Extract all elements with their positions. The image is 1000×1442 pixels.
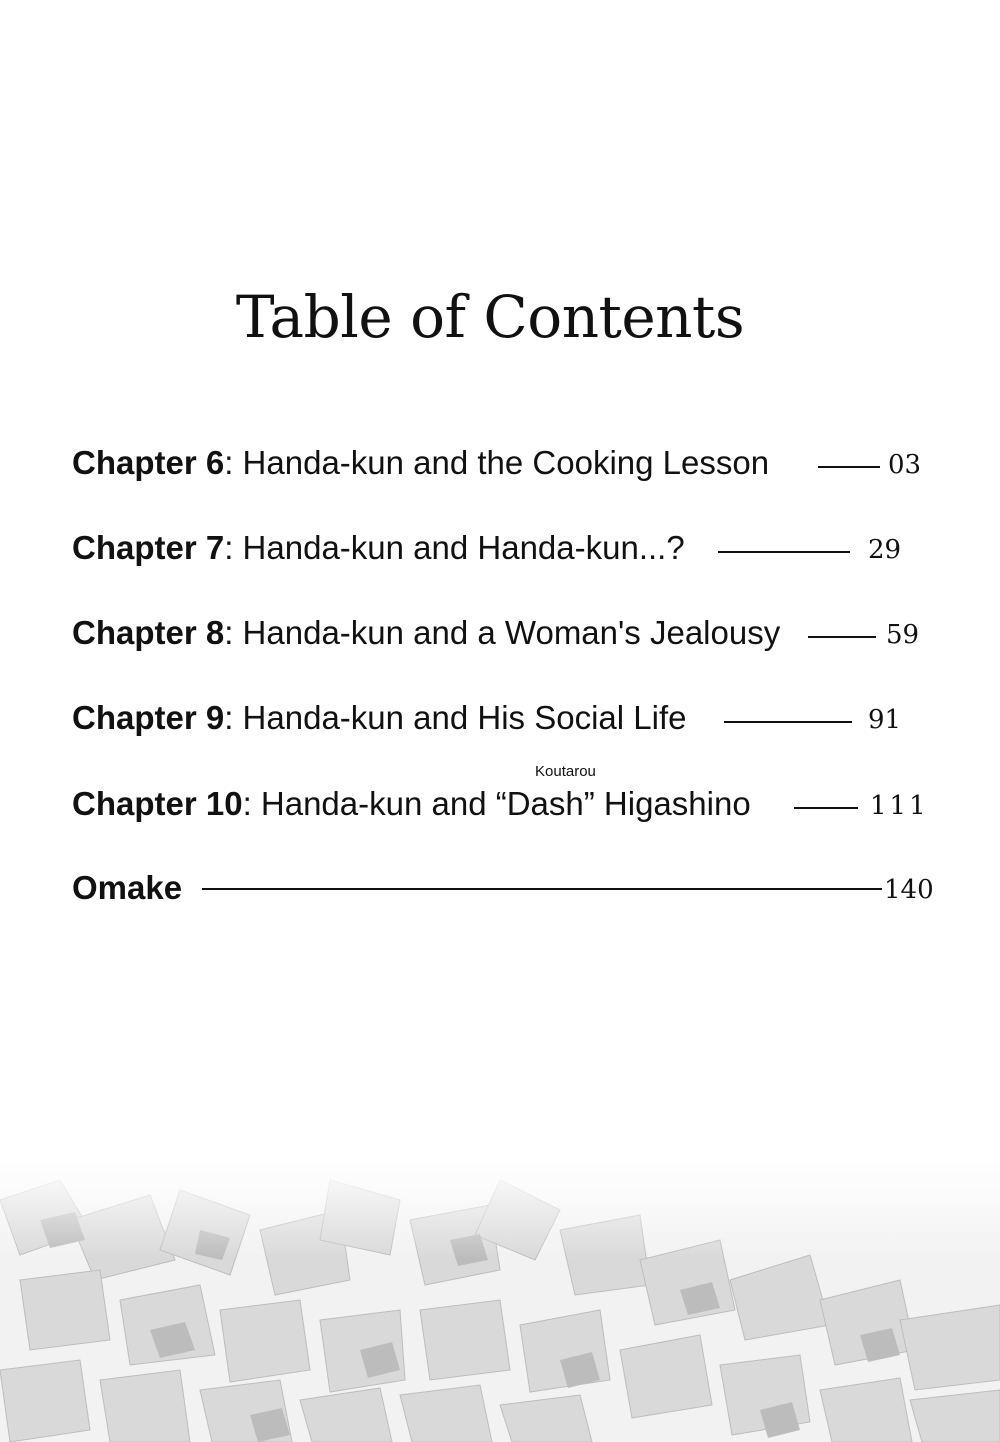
page-number: 03 [888, 450, 922, 480]
toc-entry-chapter-9 [72, 696, 940, 740]
toc-entry-chapter-6 [72, 441, 940, 485]
chapter-number: Chapter 10 [72, 785, 243, 822]
page-number: 111 [870, 791, 929, 821]
toc-entry-chapter-10 [72, 782, 940, 826]
chapter-name: : Handa-kun and a Woman's Jealousy [224, 614, 781, 651]
toc-entry-chapter-8 [72, 611, 940, 655]
toc-entry-chapter-7 [72, 526, 940, 570]
chapter-name: : Handa-kun and His Social Life [224, 699, 687, 736]
leader-line [718, 551, 850, 553]
chapter-name: : Handa-kun and Handa-kun...? [224, 529, 685, 566]
page-number: 140 [884, 875, 934, 905]
chapter-number: Chapter 8 [72, 614, 225, 651]
chapter-name: : Handa-kun and “Dash” Higashino [242, 785, 751, 822]
page-number: 91 [868, 705, 902, 735]
leader-line [794, 807, 858, 809]
scattered-papers-decoration [0, 1160, 1000, 1442]
page-number: 29 [868, 535, 902, 565]
leader-line [808, 636, 876, 638]
leader-line [724, 721, 852, 723]
page-title: Table of Contents [235, 283, 745, 351]
chapter-name: : Handa-kun and the Cooking Lesson [224, 444, 770, 481]
chapter-number: Omake [72, 869, 183, 906]
chapter-number: Chapter 6 [72, 444, 225, 481]
ruby-annotation: Koutarou [535, 763, 596, 780]
chapter-number: Chapter 9 [72, 699, 225, 736]
leader-line [818, 466, 880, 468]
page-number: 59 [886, 620, 920, 650]
leader-line [202, 888, 882, 890]
chapter-number: Chapter 7 [72, 529, 225, 566]
